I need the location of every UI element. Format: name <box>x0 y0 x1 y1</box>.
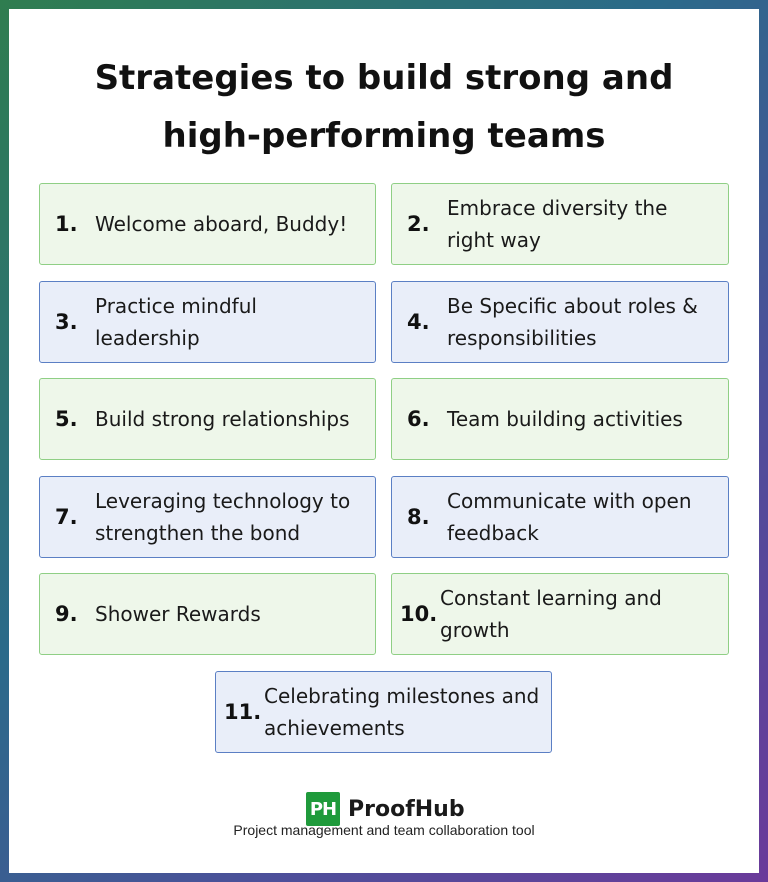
strategy-card-3 <box>39 281 376 363</box>
strategy-number: 3. <box>55 310 78 334</box>
strategy-card-8 <box>391 476 729 558</box>
strategy-number: 8. <box>407 505 430 529</box>
strategy-card-7 <box>39 476 376 558</box>
strategy-label: Build strong relationships <box>95 407 350 431</box>
page-title <box>9 49 759 165</box>
strategy-number: 9. <box>55 602 78 626</box>
strategy-number: 4. <box>407 310 430 334</box>
title-line-2: high-performing teams <box>162 116 606 156</box>
strategy-card-2 <box>391 183 729 265</box>
strategy-label: Shower Rewards <box>95 602 261 626</box>
ph-logo-icon: PH <box>306 792 340 826</box>
brand-name: ProofHub <box>348 796 465 822</box>
strategy-card-4 <box>391 281 729 363</box>
strategy-label: Celebrating milestones and achievements <box>264 684 540 740</box>
infographic-panel <box>9 9 759 873</box>
strategy-label: Team building activities <box>447 407 683 431</box>
brand-tagline: Project management and team collaboration tool <box>233 822 535 838</box>
strategy-number: 11. <box>224 700 262 724</box>
strategy-number: 2. <box>407 212 430 236</box>
strategy-number: 7. <box>55 505 78 529</box>
strategy-card-5 <box>39 378 376 460</box>
strategy-card-10 <box>391 573 729 655</box>
strategy-label: Leveraging technology to strengthen the bond <box>95 489 351 545</box>
strategy-card-9 <box>39 573 376 655</box>
strategy-number: 10. <box>400 602 438 626</box>
strategy-label: Embrace diversity the right way <box>447 196 668 252</box>
strategy-label: Welcome aboard, Buddy! <box>95 212 348 236</box>
strategy-card-6 <box>391 378 729 460</box>
strategy-number: 5. <box>55 407 78 431</box>
strategy-card-1 <box>39 183 376 265</box>
strategy-number: 1. <box>55 212 78 236</box>
strategy-number: 6. <box>407 407 430 431</box>
strategy-card-11 <box>215 671 552 753</box>
strategy-label: Constant learning and growth <box>440 586 662 642</box>
strategy-label: Practice mindful leadership <box>95 294 257 350</box>
strategy-label: Communicate with open feedback <box>447 489 692 545</box>
title-line-1: Strategies to build strong and <box>94 58 674 98</box>
proofhub-logo <box>306 792 465 826</box>
strategy-label: Be Specific about roles & responsibilities <box>447 294 698 350</box>
